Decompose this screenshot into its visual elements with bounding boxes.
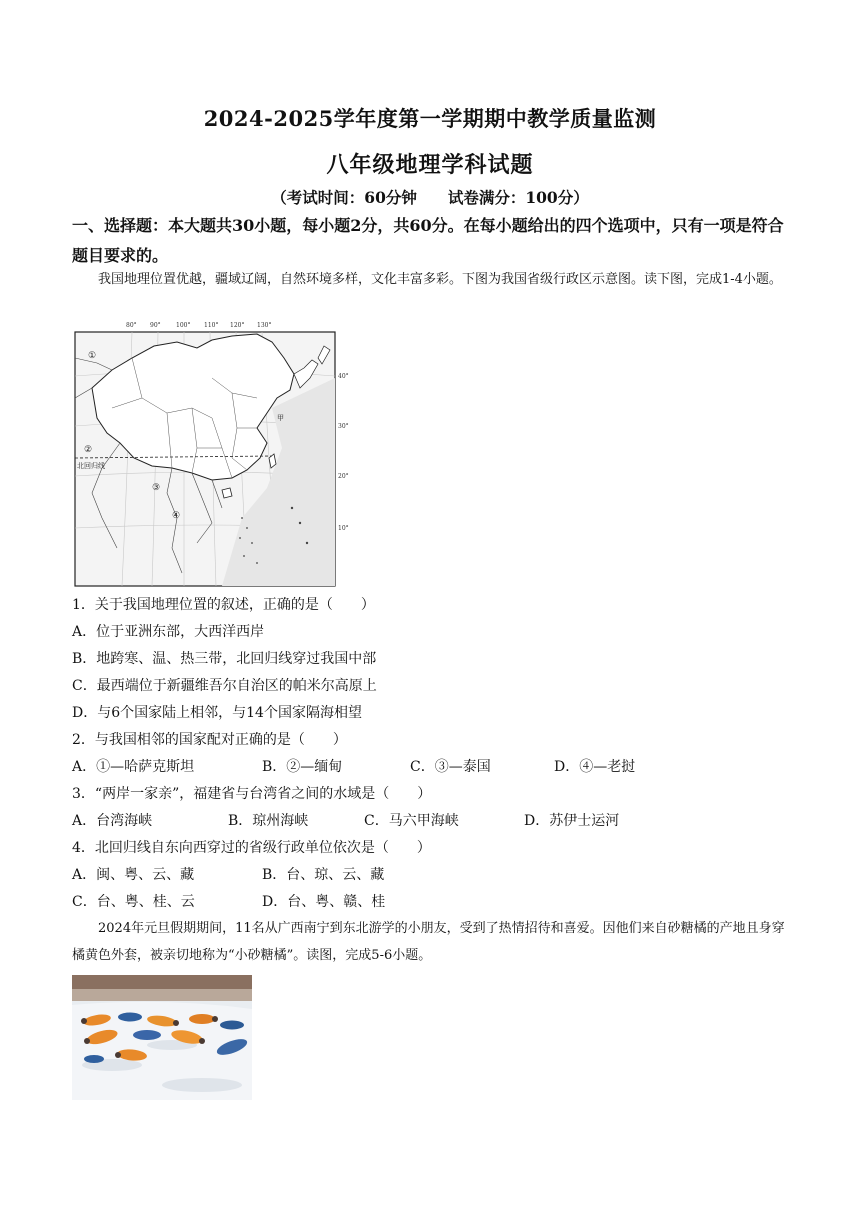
question-3-option-d: D．苏伊士运河 — [524, 813, 620, 829]
question-3-stem: 3．“两岸一家亲”，福建省与台湾省之间的水域是（ ） — [72, 786, 432, 802]
lat-label: 40° — [338, 373, 349, 380]
question-4-option-b: B．台、琼、云、藏 — [262, 867, 385, 883]
lon-label: 90° — [150, 322, 161, 329]
lon-label: 130° — [257, 322, 272, 329]
question-1-option-d: D．与6个国家陆上相邻，与14个国家隔海相望 — [72, 705, 362, 721]
question-4-option-c: C．台、粤、桂、云 — [72, 894, 195, 910]
lon-label: 80° — [126, 322, 137, 329]
question-1-stem: 1．关于我国地理位置的叙述，正确的是（ ） — [72, 597, 375, 613]
question-2-option-c: C．③—泰国 — [410, 759, 491, 775]
question-2-option-a: A．①—哈萨克斯坦 — [72, 759, 195, 775]
question-1-option-b: B．地跨寒、温、热三带，北回归线穿过我国中部 — [72, 651, 377, 667]
province-map-figure — [72, 318, 358, 588]
hainan-island — [222, 488, 232, 498]
lat-label: 20° — [338, 473, 349, 480]
lat-label: 30° — [338, 423, 349, 430]
marker-jia: 甲 — [277, 414, 284, 422]
marker-2: ② — [84, 445, 93, 455]
question-1-option-c: C．最西端位于新疆维吾尔自治区的帕米尔高原上 — [72, 678, 377, 694]
question-4-option-a: A．闽、粤、云、藏 — [72, 867, 195, 883]
lon-label: 120° — [230, 322, 245, 329]
question-3-option-c: C．马六甲海峡 — [364, 813, 459, 829]
marker-1: ① — [88, 351, 97, 361]
question-3-option-a: A．台湾海峡 — [72, 813, 153, 829]
question-4-option-d: D．台、粤、赣、桂 — [262, 894, 386, 910]
question-2-option-d: D．④—老挝 — [554, 759, 636, 775]
marker-4: ④ — [172, 511, 181, 521]
section-heading: 一、选择题：本大题共30小题，每小题2分，共60分。在每小题给出的四个选项中，只有一项是符合题目要求的。 — [72, 216, 784, 265]
marker-3: ③ — [152, 483, 161, 493]
lon-label: 110° — [204, 322, 219, 329]
intro-paragraph-2: 2024年元旦假期期间，11名从广西南宁到东北游学的小朋友，受到了热情招待和喜爱。因他们来自砂糖橘的产地且身穿橘黄色外套，被亲切地称为“小砂糖橘”。读图，完成5-6小题。 — [72, 921, 785, 963]
question-2-stem: 2．与我国相邻的国家配对正确的是（ ） — [72, 732, 347, 748]
question-4-stem: 4．北回归线自东向西穿过的省级行政单位依次是（ ） — [72, 840, 431, 856]
lon-label: 100° — [176, 322, 191, 329]
question-2-option-b: B．②—缅甸 — [262, 759, 343, 775]
question-1-option-a: A．位于亚洲东部，大西洋西岸 — [72, 624, 265, 640]
tropic-label: 北回归线 — [77, 462, 105, 470]
intro-paragraph-1: 我国地理位置优越，疆域辽阔，自然环境多样，文化丰富多彩。下图为我国省级行政区示意图。读下图，完成1-4小题。 — [98, 272, 782, 287]
lat-label: 10° — [338, 525, 349, 532]
exam-title: 2024-2025学年度第一学期期中教学质量监测 — [203, 106, 657, 131]
exam-info: （考试时间：60分钟 试卷满分：100分） — [271, 188, 589, 207]
snow-photo — [72, 975, 252, 1100]
exam-subtitle: 八年级地理学科试题 — [326, 152, 534, 178]
question-3-option-b: B．琼州海峡 — [228, 813, 309, 829]
